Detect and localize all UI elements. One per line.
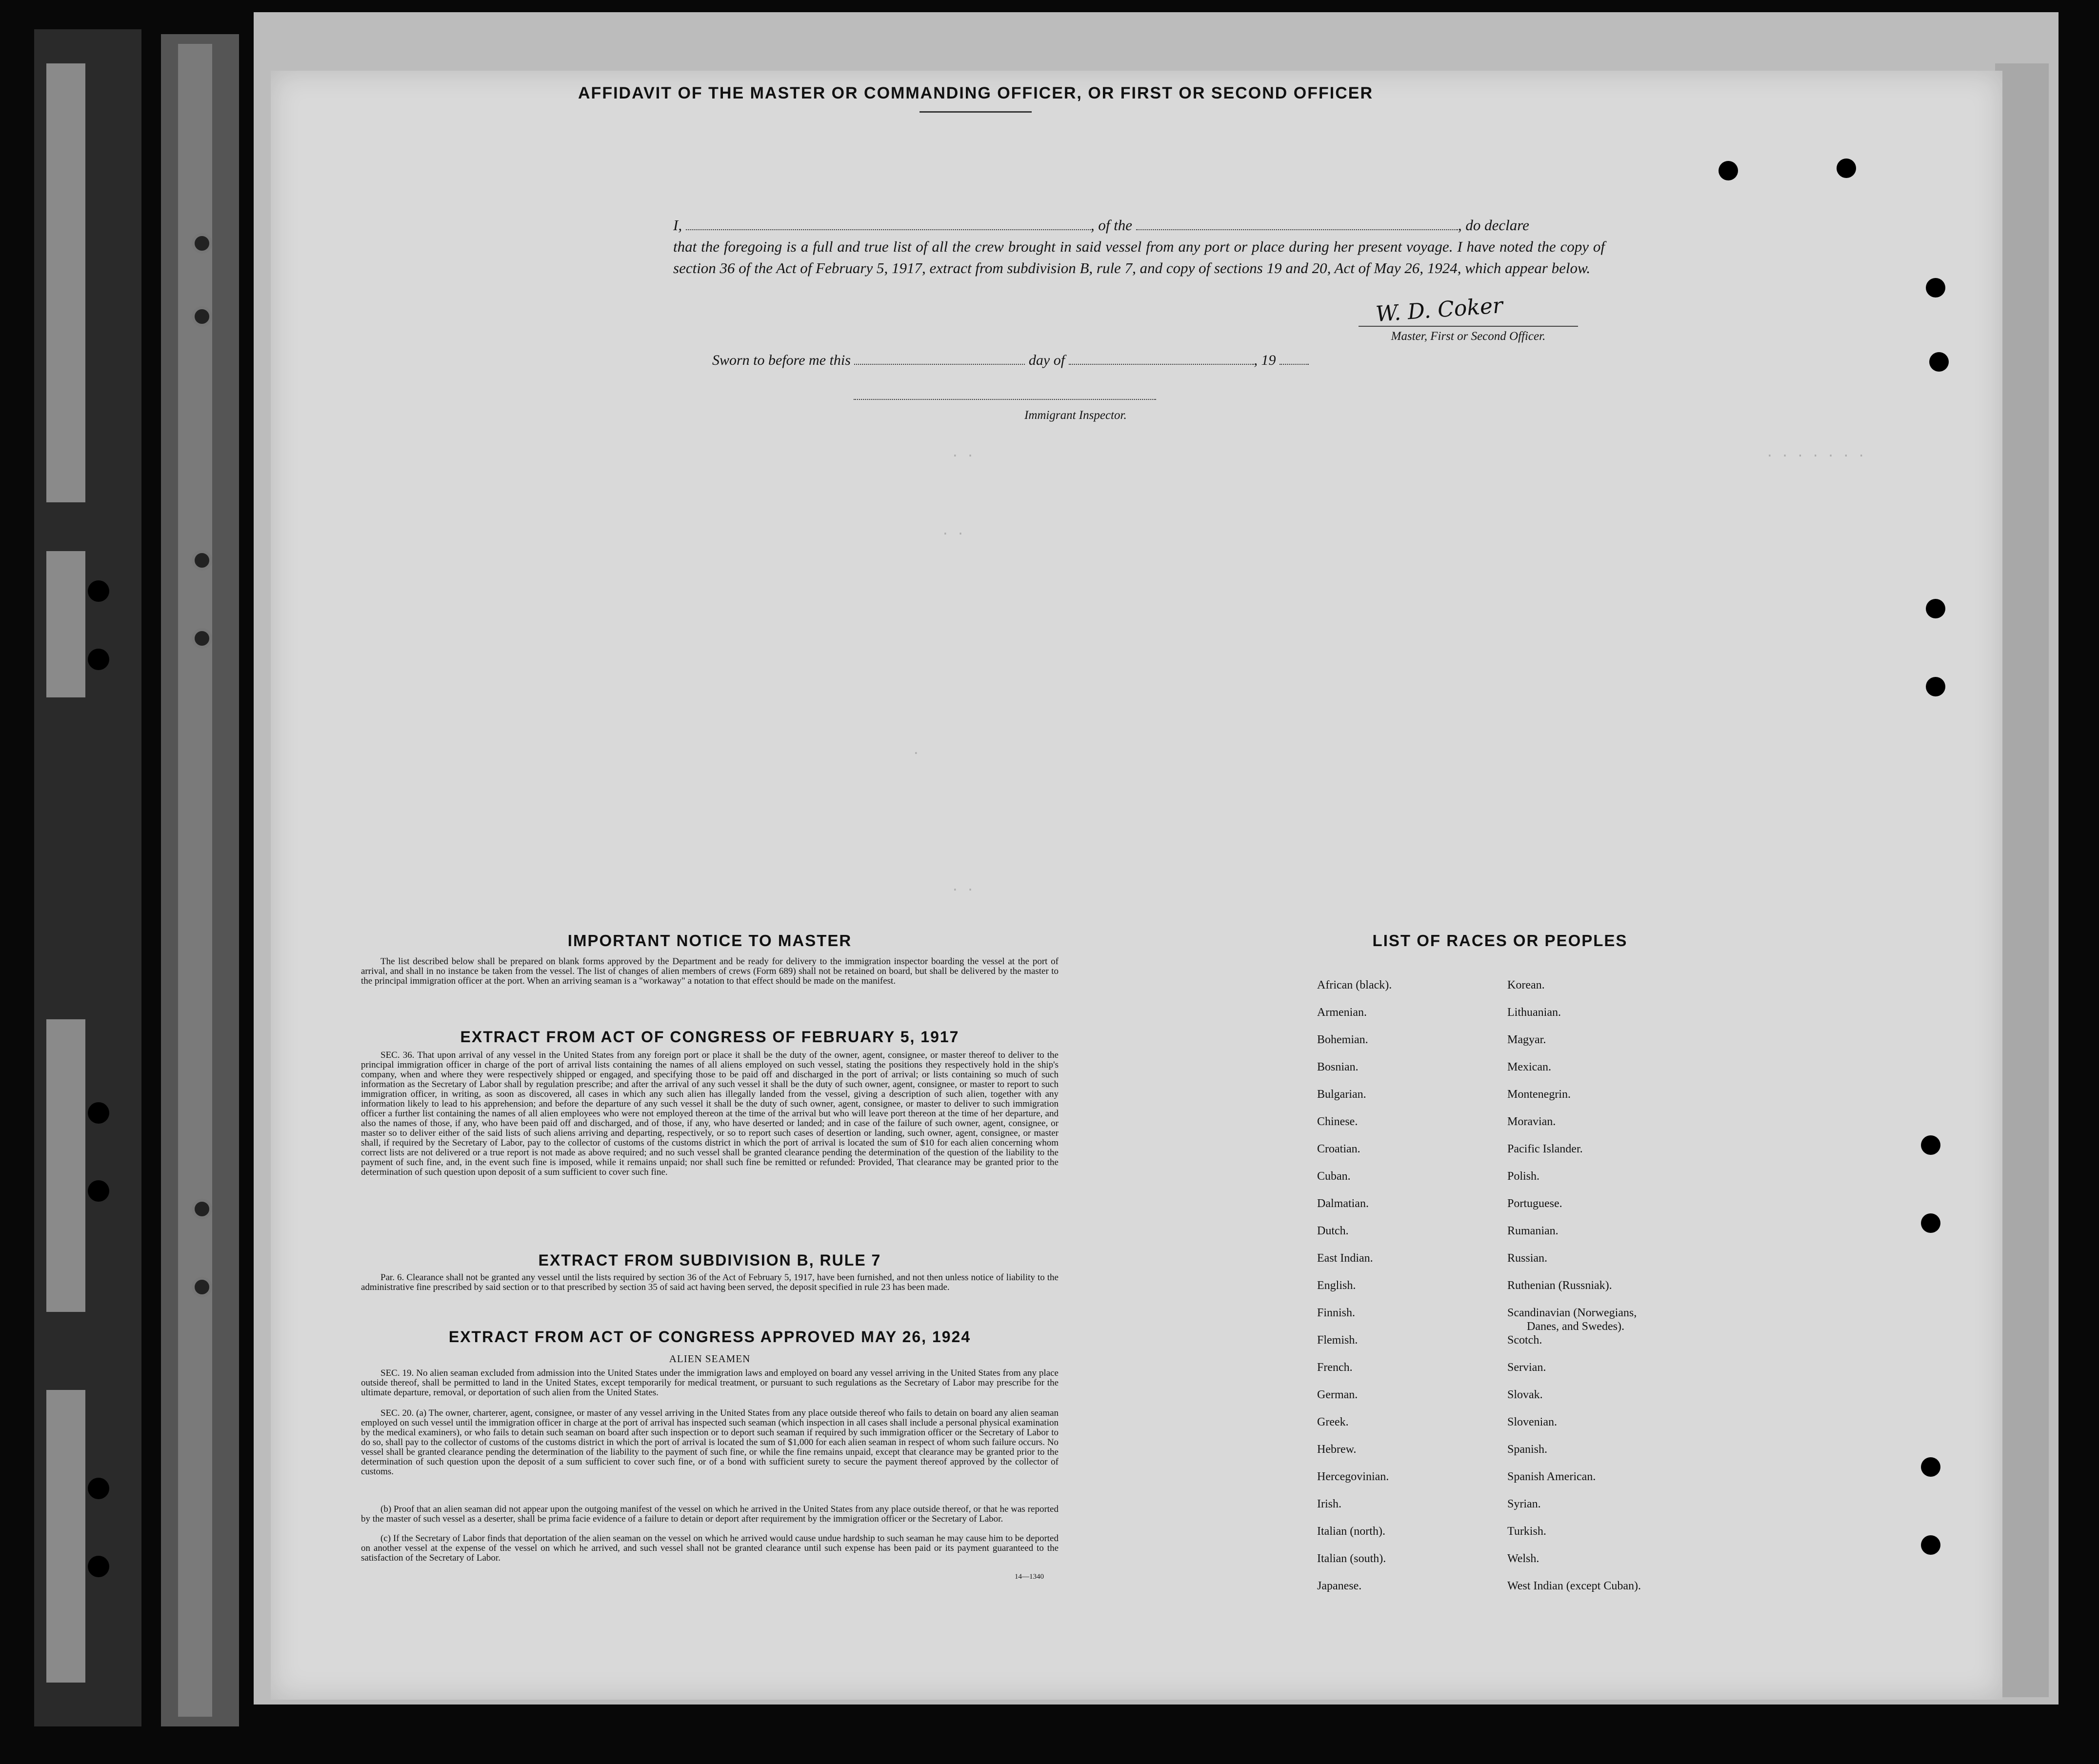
bleed-through-text: · ·	[951, 883, 974, 897]
race-item-left: French.	[1317, 1361, 1353, 1374]
rule-7-body: Par. 6. Clearance shall not be granted any vessel until the lists required by section 36 of the Act of February 5, 1917, have been furnished, and not then unless notice of liability to the administrative fine prescribed by said section or to that prescribed by section 35 of said act having been served, the deposit specified in rule 23 has been made.	[361, 1272, 1059, 1292]
race-item-left: Bohemian.	[1317, 1033, 1368, 1046]
race-item-right: Welsh.	[1507, 1552, 1539, 1565]
title-rule	[920, 111, 1032, 113]
binder-hole	[88, 580, 109, 602]
race-item-left: English.	[1317, 1279, 1356, 1292]
inspector-caption: Immigrant Inspector.	[1024, 409, 1127, 422]
race-item-right: Scotch.	[1507, 1334, 1542, 1347]
affidavit-paragraph: that the foregoing is a full and true list of all the crew brought in said vessel from any port or place during her present voyage. I have noted the copy of section 36 of the Act of February 5, 1917, extract from subdivision B, rule 7, and copy of sections 19 and 20, Act of May 26, 1924, which appear below.	[673, 238, 1605, 277]
vessel-blank[interactable]	[1136, 218, 1458, 230]
race-item-right: Scandinavian (Norwegians,	[1507, 1307, 1637, 1319]
race-item-left: Croatian.	[1317, 1143, 1360, 1155]
race-item-left: Irish.	[1317, 1498, 1341, 1510]
punch-hole	[1926, 278, 1945, 297]
act-1924-section-20b: (b) Proof that an alien seaman did not appear upon the outgoing manifest of the vessel on which he arrived in the United States from any place outside thereof, or that he was reported by the master of such vessel as a deserter, shall be prima facie evidence of a failure to detain or deport after requirement by the immigration officer or the Secretary of Labor.	[361, 1504, 1059, 1524]
punch-hole	[1929, 352, 1949, 372]
race-item-right: Mexican.	[1507, 1061, 1551, 1073]
bleed-through-text: · ·	[941, 527, 964, 541]
sworn-year-blank[interactable]	[1279, 353, 1309, 365]
alien-seamen-subtitle: ALIEN SEAMEN	[669, 1353, 751, 1365]
race-item-left: Italian (north).	[1317, 1525, 1385, 1538]
race-item-left: African (black).	[1317, 979, 1392, 991]
race-item-right: Spanish American.	[1507, 1470, 1596, 1483]
act-1924-title: EXTRACT FROM ACT OF CONGRESS APPROVED MAY 26, 1924	[448, 1328, 971, 1346]
master-signature: W. D. Coker	[1375, 293, 1504, 327]
race-item-right: Pacific Islander.	[1507, 1143, 1583, 1155]
notice-body: The list described below shall be prepared on blank forms approved by the Department and be ready for delivery to the immigration inspector boarding the vessel at the port of arrival, and shall in no instance be taken from the vessel. The list of changes of alien members of crews (Form 689) shall not be retained on board, but shall be delivered by the master to the principal immigration officer at the port. When an arriving seaman is a "workaway" a notation to that effect should be made on the manifest.	[361, 956, 1059, 986]
sworn-day-of-label: day of	[1028, 352, 1065, 368]
race-item-right: Spanish.	[1507, 1443, 1548, 1456]
race-item-right: Portuguese.	[1507, 1197, 1562, 1210]
signature-line[interactable]	[1359, 326, 1578, 327]
race-item-right: Lithuanian.	[1507, 1006, 1561, 1019]
sworn-year-label: , 19	[1254, 352, 1276, 368]
race-item-left: Armenian.	[1317, 1006, 1367, 1019]
act-1924-section-19: SEC. 19. No alien seaman excluded from admission into the United States under the immigration laws and employed on board any vessel arriving in the United States from any place outside thereof, shall be permitted to land in the United States, except temporarily for medical treatment, or pursuant to such regulations as the Secretary of Labor may prescribe for the ultimate departure, removal, or deportation of such alien from the United States.	[361, 1368, 1059, 1398]
race-item-right: Polish.	[1507, 1170, 1540, 1183]
race-item-left: Bulgarian.	[1317, 1088, 1366, 1101]
race-item-left: Hebrew.	[1317, 1443, 1357, 1456]
bleed-through-text: · ·	[951, 449, 974, 463]
act-1917-title: EXTRACT FROM ACT OF CONGRESS OF FEBRUARY 5, 1917	[460, 1028, 960, 1046]
race-item-right: Turkish.	[1507, 1525, 1546, 1538]
punch-hole	[1921, 1213, 1940, 1233]
act-1924-section-20c: (c) If the Secretary of Labor finds that deportation of the alien seaman on the vessel on which he arrived would cause undue hardship to such seaman he may cause him to be deported on another vessel at the expense of the vessel on which he arrived, and such vessel shall not be granted clearance until such expense has been paid or its payment guaranteed to the satisfaction of the Secretary of Labor.	[361, 1533, 1059, 1563]
affidavit-declare-label: , do declare	[1458, 217, 1529, 234]
race-item-left: Italian (south).	[1317, 1552, 1386, 1565]
sworn-month-blank[interactable]	[1069, 353, 1254, 365]
binder-strip	[46, 1390, 85, 1683]
rail-rivet	[192, 550, 212, 571]
binder-hole	[88, 1478, 109, 1499]
race-item-left: German.	[1317, 1388, 1358, 1401]
binder-hole	[88, 1556, 109, 1577]
race-item-right: Korean.	[1507, 979, 1545, 991]
punch-hole	[1921, 1135, 1940, 1155]
rail-rivet	[192, 1277, 212, 1297]
race-item-right: Slovak.	[1507, 1388, 1543, 1401]
punch-hole	[1926, 677, 1945, 696]
race-item-left: Bosnian.	[1317, 1061, 1359, 1073]
race-item-left: Cuban.	[1317, 1170, 1351, 1183]
punch-hole	[1921, 1535, 1940, 1555]
race-item-left: Flemish.	[1317, 1334, 1358, 1347]
punch-hole	[1921, 1457, 1940, 1477]
sworn-day-blank[interactable]	[854, 353, 1025, 365]
race-item-right: Slovenian.	[1507, 1416, 1557, 1428]
race-item-left: Hercegovinian.	[1317, 1470, 1389, 1483]
binder-hole	[88, 649, 109, 670]
bleed-through-text: · · · · · · ·	[1766, 449, 1865, 463]
rail-rivet	[192, 1199, 212, 1219]
rail-rivet	[192, 628, 212, 649]
punch-hole	[1926, 599, 1945, 618]
sworn-label: Sworn to before me this	[712, 352, 851, 368]
race-item-left: Dalmatian.	[1317, 1197, 1369, 1210]
affidavit-of-the-label: , of the	[1090, 217, 1133, 234]
race-item-right: Russian.	[1507, 1252, 1548, 1265]
race-item-left: Dutch.	[1317, 1225, 1349, 1237]
binder-rail-inner	[178, 44, 212, 1717]
binder-hole	[88, 1102, 109, 1124]
rail-rivet	[192, 306, 212, 327]
binder-strip	[46, 551, 85, 697]
bleed-through-text: ·	[912, 746, 920, 761]
race-item-left: Finnish.	[1317, 1307, 1356, 1319]
race-item-left: Greek.	[1317, 1416, 1349, 1428]
binder-hole	[88, 1180, 109, 1202]
race-item-right: Ruthenian (Russniak).	[1507, 1279, 1612, 1292]
race-item-right: Syrian.	[1507, 1498, 1541, 1510]
name-blank[interactable]	[686, 218, 1091, 230]
races-title: LIST OF RACES OR PEOPLES	[1372, 932, 1628, 950]
race-item-right: Servian.	[1507, 1361, 1546, 1374]
notice-title: IMPORTANT NOTICE TO MASTER	[567, 932, 852, 950]
inspector-signature-line[interactable]	[854, 399, 1156, 400]
affidavit-title: AFFIDAVIT OF THE MASTER OR COMMANDING OFFICER, OR FIRST OR SECOND OFFICER	[578, 84, 1373, 102]
race-item-right: Magyar.	[1507, 1033, 1546, 1046]
signature-caption: Master, First or Second Officer.	[1391, 330, 1546, 343]
race-item-left: East Indian.	[1317, 1252, 1373, 1265]
act-1924-section-20a: SEC. 20. (a) The owner, charterer, agent, consignee, or master of any vessel arriving in the United States from any place outside thereof who fails to detain on board any alien seaman employed on such vessel until the immigration officer in charge at the port of arrival has inspected such seaman (which inspection in all cases shall include a personal physical examination by the medical examiners), or who fails to detain such seaman on board after such inspection or to deport such seaman if required by such immigration officer or the Secretary of Labor to do so, shall pay to the collector of customs of the customs district in which the port of arrival is located the sum of $1,000 for each alien seaman in respect of whom such failure occurs. No vessel shall be granted clearance pending the determination of the liability to the payment of such fine, or while the fine remains unpaid, except that clearance may be granted prior to the determination of such question upon the deposit of a sum sufficient to cover such fine, or of a bond with sufficient surety to secure the payment thereof approved by the collector of customs.	[361, 1408, 1059, 1477]
binder-strip	[46, 63, 85, 502]
affidavit-statement	[673, 215, 1605, 279]
race-item-left: Japanese.	[1317, 1580, 1362, 1592]
rule-7-title: EXTRACT FROM SUBDIVISION B, RULE 7	[538, 1251, 881, 1269]
punch-hole	[1719, 161, 1738, 180]
race-item-right: Rumanian.	[1507, 1225, 1559, 1237]
act-1917-section-36: SEC. 36. That upon arrival of any vessel in the United States from any foreign port or place it shall be the duty of the owner, agent, consignee, or master thereof to deliver to the principal immigration officer in charge of the port of arrival lists containing the names of all aliens employed on such vessel, stating the positions they respectively hold in the ship's company, when and where they were respectively shipped or engaged, and specifying those to be paid off and discharged in the port of arrival; or lists containing so much of such information as the Secretary of Labor shall by regulation prescribe; and after the arrival of any such vessel it shall be the duty of such owner, agent, consignee, or master to report to such immigration officer, in writing, as soon as discovered, all cases in which any such alien has illegally landed from the vessel, giving a description of such alien, together with any information likely to lead to his apprehension; and before the departure of any such vessel it shall be the duty of such owner, agent, consignee, or master to deliver to such immigration officer a further list containing the names of all alien employees who were not employed thereon at the time of the arrival but who will leave port thereon at the time of her departure, and also the names of those, if any, who have been paid off and discharged, and of those, if any, who have deserted or landed; and in case of the failure of such owner, agent, consignee, or master so to deliver either of the said lists of such aliens arriving and departing, respectively, or so to report such cases of desertion or landing, such owner, agent, consignee, or master shall, if required by the Secretary of Labor, pay to the collector of customs of the customs district in which the port of arrival is located the sum of $10 for each alien concerning whom correct lists are not delivered or a true report is not made as above required; and no such vessel shall be granted clearance pending the determination of the question of the liability to the payment of such fine, and, in the event such fine is imposed, while it remains unpaid; nor shall such fine be remitted or refunded: Provided, That clearance may be granted prior to the determination of such question upon deposit of a sum sufficient to cover such fine.	[361, 1050, 1059, 1177]
affidavit-i-label: I,	[673, 217, 682, 234]
punch-hole	[1837, 159, 1856, 178]
form-number: 14—1340	[1015, 1573, 1044, 1581]
race-item-left: Chinese.	[1317, 1115, 1358, 1128]
rail-rivet	[192, 233, 212, 254]
stacked-pages-edge	[1995, 63, 2049, 1697]
binder-strip	[46, 1019, 85, 1312]
race-item-right: Moravian.	[1507, 1115, 1556, 1128]
race-item-right: Montenegrin.	[1507, 1088, 1571, 1101]
race-item-right: Danes, and Swedes).	[1527, 1320, 1624, 1333]
race-item-right: West Indian (except Cuban).	[1507, 1580, 1641, 1592]
sworn-line	[712, 352, 1444, 369]
